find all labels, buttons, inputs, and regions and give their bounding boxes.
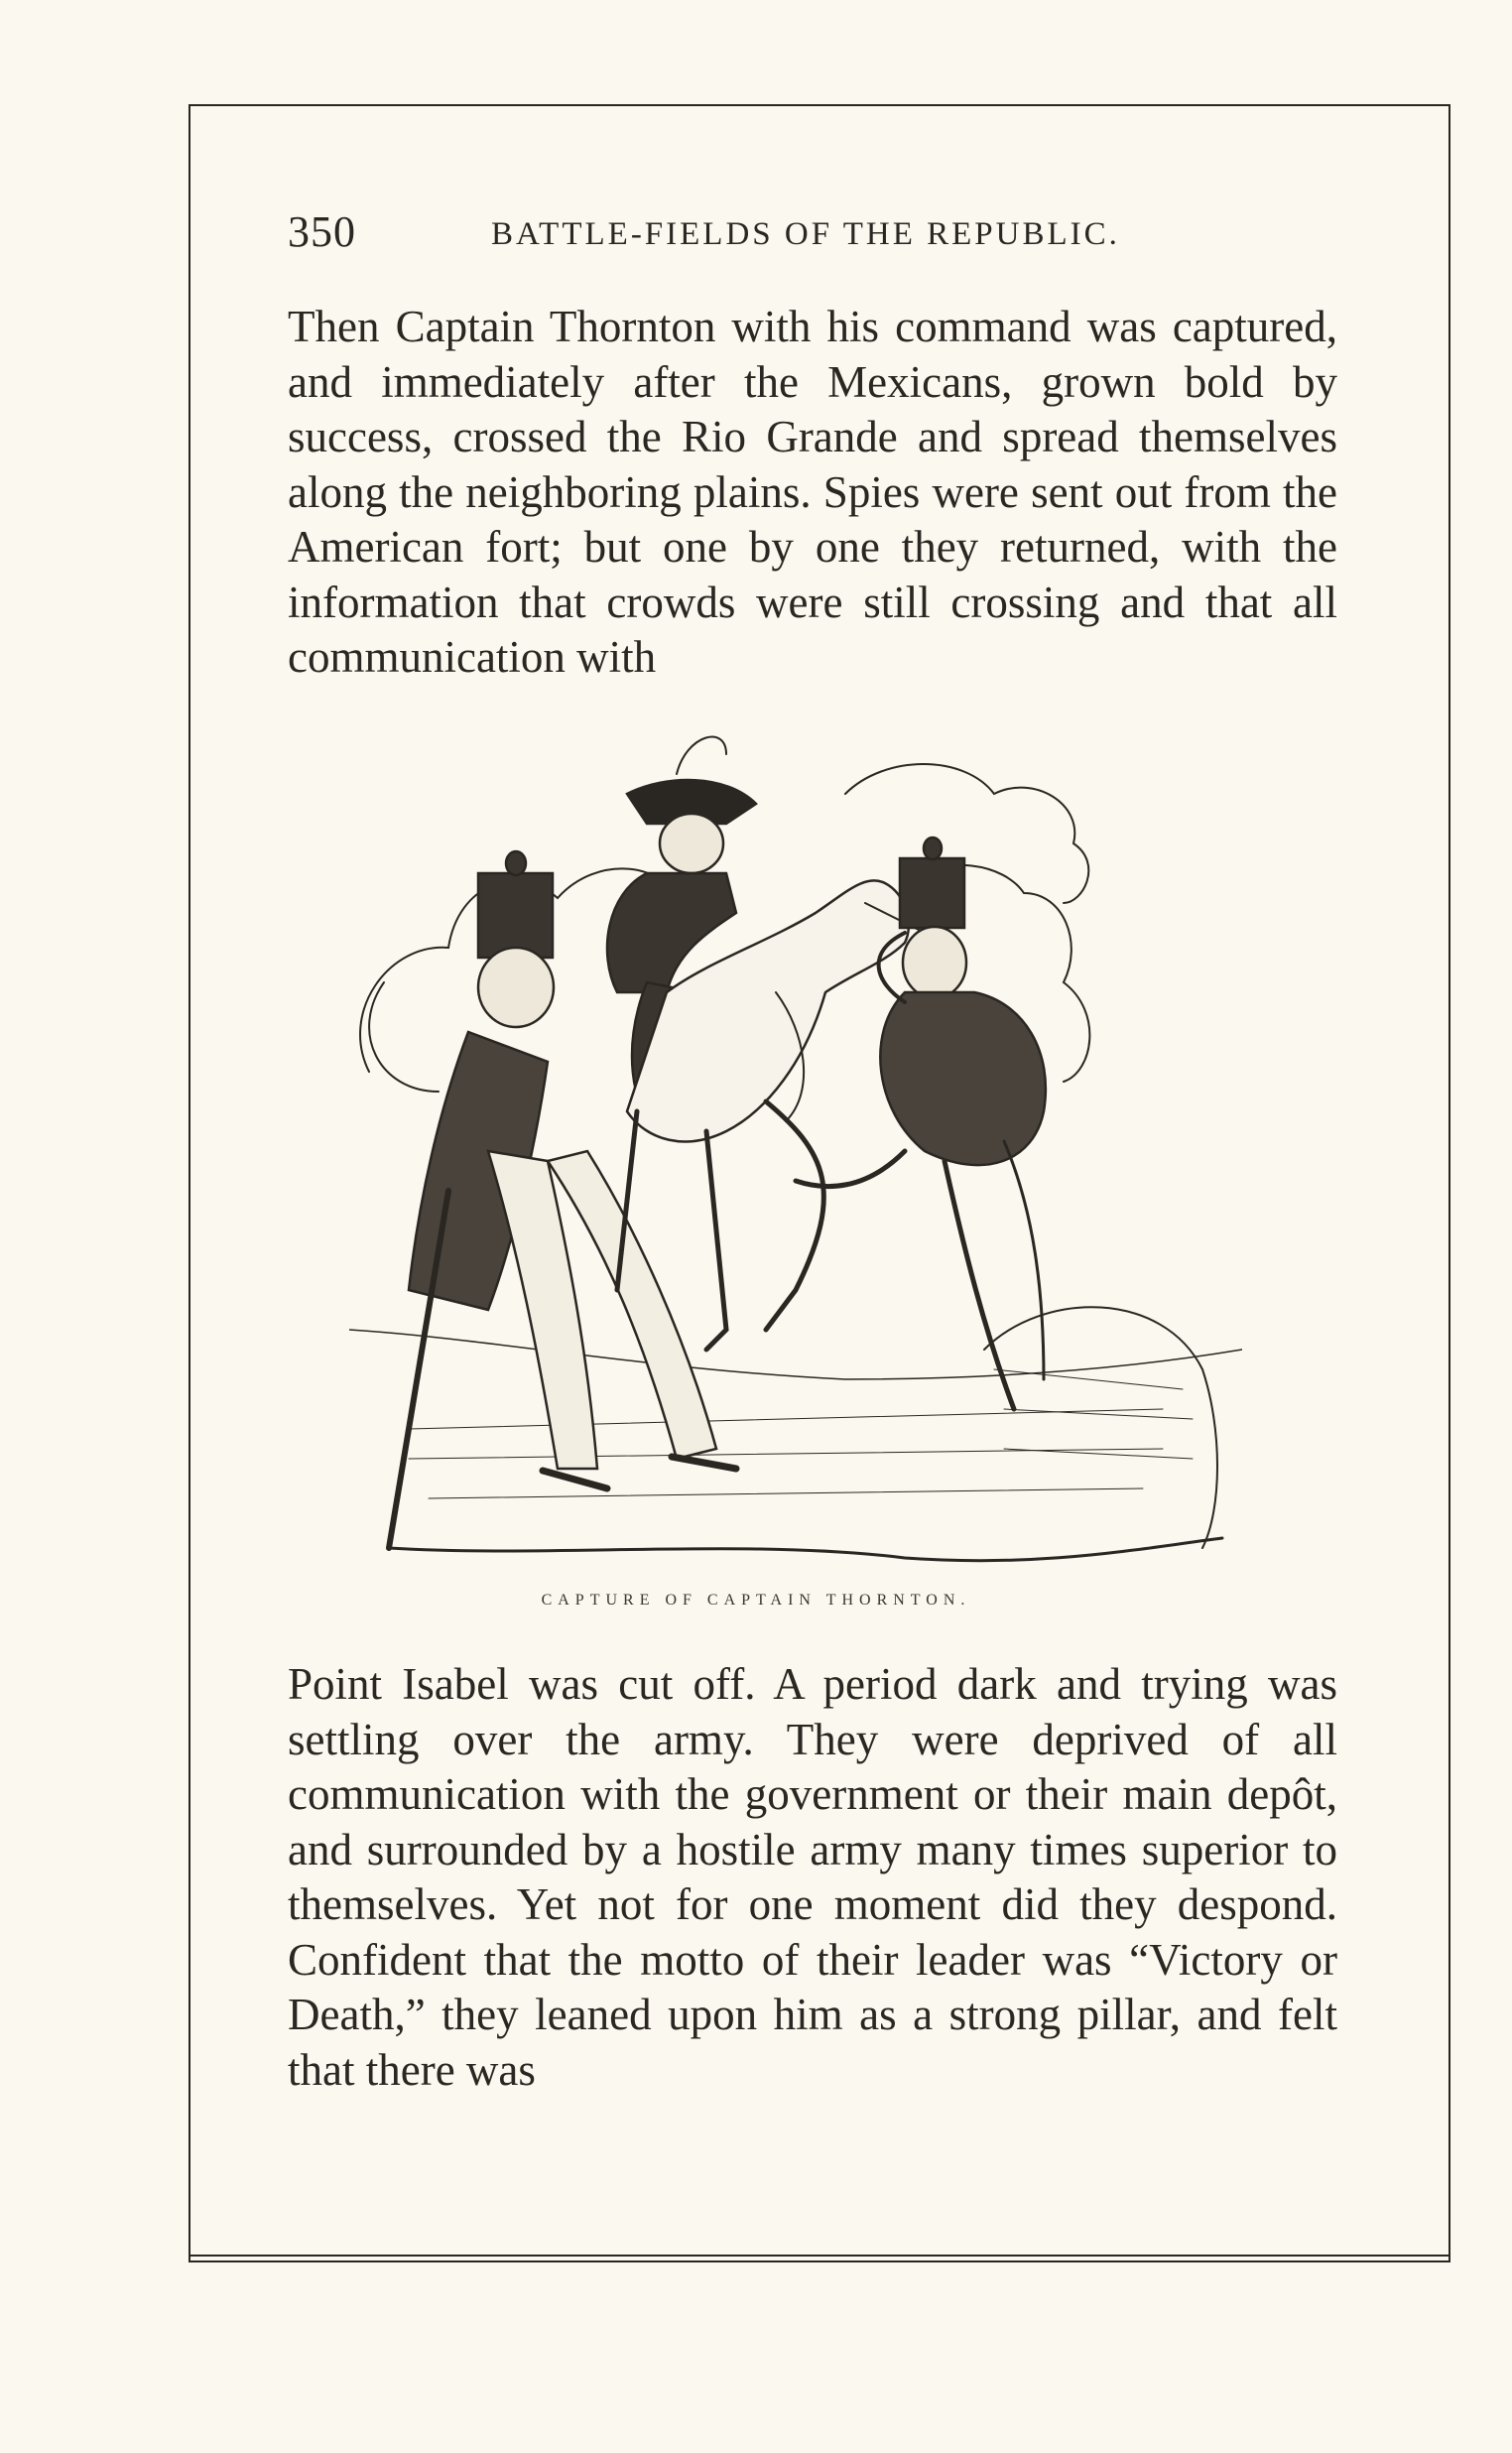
page-number: 350	[288, 207, 356, 256]
illustration-caption: CAPTURE OF CAPTAIN THORNTON.	[541, 1592, 971, 1609]
paragraph-2: Point Isabel was cut off. A period dark and trying was settling over the army. They were deprived of all communication with the government or their main depôt, and surrounded by a hostile army many times superior to themselves. Yet not for one moment did they despond. Confident that the motto of their leader was “Victory or Death,” they leaned upon him as a strong pillar, and felt that there was	[288, 1659, 1337, 2095]
page-header	[288, 206, 1329, 266]
engraving-illustration	[349, 734, 1242, 1580]
paragraph-1: Then Captain Thornton with his command was captured, and immediately after the Mexicans, grown bold by success, crossed the Rio Grande and spread themselves along the neighboring plains. Spies were sent out from the American fort; but one by one they returned, with the information that crowds were still crossing and that all communication with	[288, 302, 1337, 682]
frame-bottom-rule	[189, 2255, 1450, 2257]
running-head: BATTLE-FIELDS OF THE REPUBLIC.	[491, 216, 1120, 252]
